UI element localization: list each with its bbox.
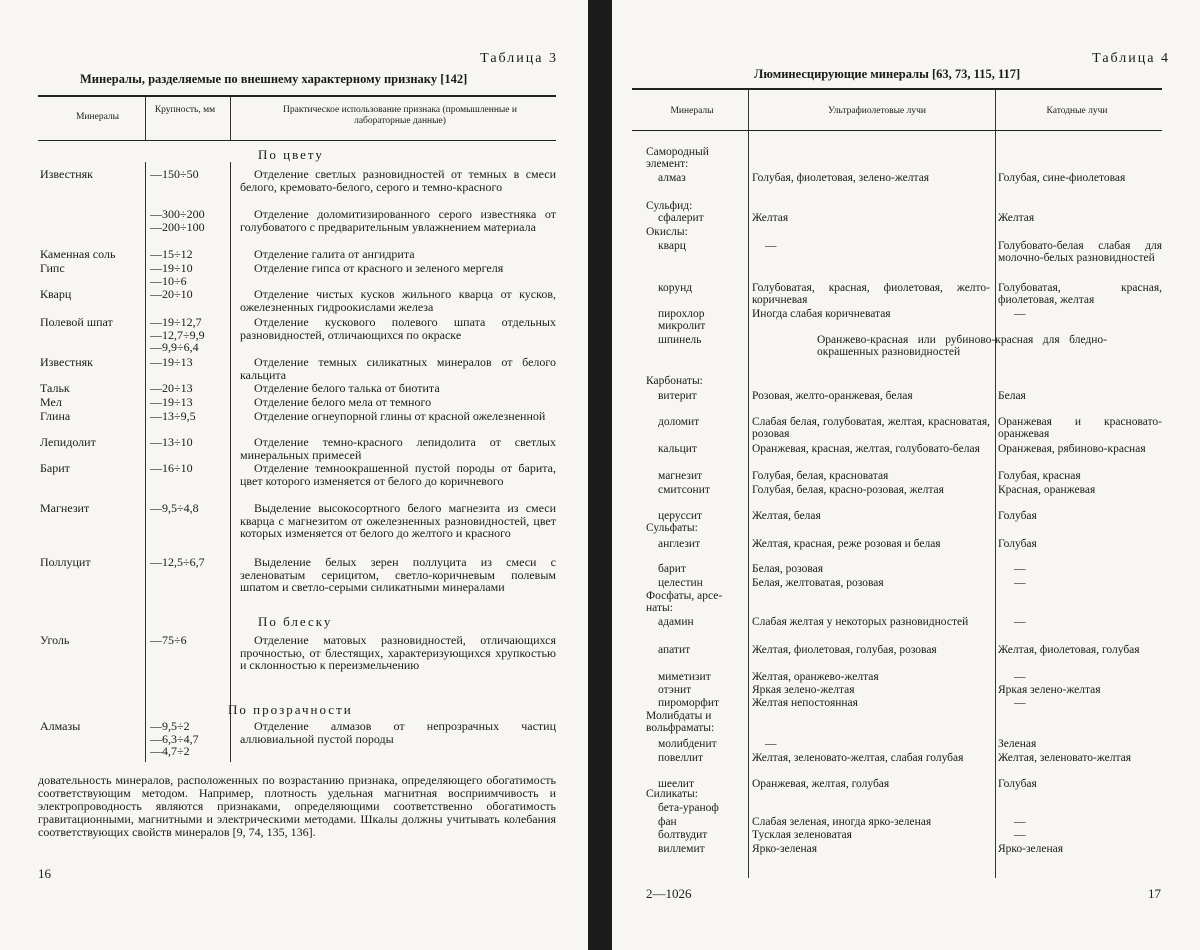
- uv-luminescence: Тусклая зеленоватая: [752, 829, 852, 841]
- cathode-luminescence: Голубая: [998, 538, 1037, 550]
- section-luster: По блеску: [258, 614, 333, 629]
- uv-luminescence: Голубоватая, красная, фиолетовая, желто-коричневая: [752, 282, 990, 306]
- size-range: —4,7÷2: [150, 744, 190, 758]
- mineral-name: Кварц: [40, 287, 72, 301]
- uv-luminescence: Розовая, желто-оранжевая, белая: [752, 390, 913, 402]
- header-minerals: Минералы: [75, 112, 119, 122]
- mineral-name: пирохлор: [658, 308, 705, 320]
- table-number: Таблица 3: [480, 51, 558, 66]
- usage-description: Отделение огнеупорной глины от красной ожелезненной: [254, 409, 546, 423]
- usage-description: Отделение алмазов от непрозрачных частиц аллювиальной пустой породы: [240, 719, 556, 746]
- dash: —: [765, 240, 777, 252]
- mineral-name: целестин: [658, 577, 703, 589]
- uv-luminescence: Голубая, фиолетовая, зелено-желтая: [752, 172, 930, 184]
- dash: —: [1014, 563, 1026, 575]
- mineral-name: англезит: [658, 538, 701, 550]
- uv-luminescence: Оранжевая, красная, желтая, голубовато-белая: [752, 443, 980, 455]
- cathode-luminescence: Яркая зелено-желтая: [998, 684, 1101, 696]
- header-size: Крупность, мм: [154, 105, 216, 115]
- size-range: —13÷10: [150, 435, 193, 449]
- dash: —: [1014, 671, 1026, 683]
- size-range: —200÷100: [150, 219, 205, 234]
- mineral-name: Известняк: [40, 167, 93, 181]
- body-paragraph: довательность минералов, расположенных по возрастанию признака, определяющего обогатимость соответствующим методом. Например, плотность удельная магнитная восприимчивость и электропроводность являются признаками, определяющими соответственно обогатимость гравитационными, магнитными и электрическими методами. Шкалы должны учитывать колебания соответствующих свойств минералов [9, 74, 135, 136].: [38, 773, 556, 839]
- size-range: —13÷9,5: [150, 409, 196, 423]
- group-heading: Карбонаты:: [646, 375, 703, 387]
- mineral-name: Уголь: [40, 633, 70, 647]
- mineral-name: церуссит: [658, 510, 702, 522]
- size-range: —150÷50: [150, 167, 199, 181]
- cathode-luminescence: Желтая, фиолетовая, голубая: [998, 644, 1140, 656]
- dash: —: [1014, 697, 1026, 709]
- mineral-name: сфалерит: [658, 212, 704, 224]
- mineral-name: алмаз: [658, 172, 686, 184]
- mineral-name: миметизит: [658, 671, 711, 683]
- col-divider: [230, 97, 231, 140]
- uv-luminescence: Желтая, оранжево-желтая: [752, 671, 879, 683]
- header-uv: Ультрафиолетовые лучи: [827, 106, 926, 116]
- mineral-name: Барит: [40, 461, 70, 475]
- mineral-name: магнезит: [658, 470, 703, 482]
- group-heading: Молибдаты и: [646, 710, 712, 722]
- uv-luminescence: Слабая белая, голубоватая, желтая, красноватая, розовая: [752, 416, 990, 440]
- group-heading: Силикаты:: [646, 788, 698, 800]
- col-divider: [230, 162, 231, 762]
- size-range: —10÷6: [150, 273, 187, 288]
- header-minerals: Минералы: [670, 106, 714, 116]
- dash: —: [1014, 577, 1026, 589]
- size-range: —19÷13: [150, 355, 193, 369]
- uv-luminescence: Слабая зеленая, иногда ярко-зеленая: [752, 816, 932, 828]
- col-divider: [145, 97, 146, 140]
- page-number: 16: [38, 866, 51, 881]
- size-range: —300÷200: [150, 207, 205, 221]
- size-range: —19÷10: [150, 261, 193, 275]
- header-rule: [632, 130, 1162, 131]
- uv-luminescence: Слабая желтая у некоторых разновидностей: [752, 616, 969, 628]
- cathode-luminescence: Голубовато-белая слабая для молочно-белых разновидностей: [998, 240, 1162, 264]
- mineral-name: смитсонит: [658, 484, 710, 496]
- col-divider: [145, 162, 146, 762]
- mineral-name: Магнезит: [40, 501, 90, 515]
- mineral-name: барит: [658, 563, 686, 575]
- uv-luminescence: Иногда слабая коричневатая: [752, 308, 891, 320]
- size-range: —6,3÷4,7: [150, 731, 199, 746]
- usage-description: Отделение матовых разновидностей, отличающихся прочностью, от блестящих, характеризующихся хрупкостью и склонностью к переизмельчению: [240, 633, 556, 672]
- group-heading: Самородный: [646, 146, 709, 158]
- uv-luminescence: Ярко-зеленая: [752, 843, 818, 855]
- mineral-name: пироморфит: [658, 697, 719, 709]
- usage-description: Отделение светлых разновидностей от темных в смеси белого, кремовато-белого, серого и темно-красного: [240, 167, 556, 194]
- mineral-name: фан: [658, 816, 677, 828]
- group-heading: Окислы:: [646, 226, 688, 238]
- mineral-name: кварц: [658, 240, 686, 252]
- dash: —: [765, 738, 777, 750]
- uv-luminescence: Яркая зелено-желтая: [752, 684, 855, 696]
- size-range: —9,5÷2: [150, 719, 190, 733]
- uv-luminescence: Желтая, зеленовато-желтая, слабая голубая: [752, 752, 964, 764]
- uv-luminescence: Голубая, белая, красноватая: [752, 470, 889, 482]
- cathode-luminescence: Оранжевая и красновато-оранжевая: [998, 416, 1162, 440]
- uv-luminescence: Оранжевая, желтая, голубая: [752, 778, 890, 790]
- uv-luminescence: Голубая, белая, красно-розовая, желтая: [752, 484, 944, 496]
- group-heading: Фосфаты, арсе-: [646, 590, 723, 602]
- usage-description: Отделение кускового полевого шпата отдельных разновидностей, отличающихся по окраске: [240, 315, 556, 342]
- mineral-name: повеллит: [658, 752, 704, 764]
- mineral-name: доломит: [658, 416, 700, 428]
- group-heading: вольфраматы:: [646, 722, 715, 734]
- uv-luminescence: Желтая, фиолетовая, голубая, розовая: [752, 644, 937, 656]
- mineral-name: адамин: [658, 616, 694, 628]
- mineral-name: Глина: [40, 409, 71, 423]
- mineral-name: Каменная соль: [40, 247, 116, 261]
- size-range: —16÷10: [150, 461, 193, 475]
- section-color: По цвету: [258, 147, 324, 162]
- table-title: Люминесцирующие минералы [63, 73, 115, 117]: [754, 67, 1021, 81]
- mineral-name: апатит: [658, 644, 691, 656]
- size-range: —15÷12: [150, 247, 193, 261]
- size-range: —12,5÷6,7: [150, 555, 205, 569]
- group-heading: элемент:: [646, 158, 689, 170]
- size-range: —19÷12,7: [150, 315, 202, 329]
- usage-description: Выделение высокосортного белого магнезита из смеси кварца с магнезитом от ожелезненных разновидностей, цвет которых изменяется от белого до желтого и красного: [240, 501, 556, 540]
- header-rule: [38, 140, 556, 141]
- mineral-name: шпинель: [658, 334, 702, 346]
- uv-luminescence: Желтая: [752, 212, 789, 224]
- table-number: Таблица 4: [1092, 51, 1170, 66]
- table-top-rule: [38, 95, 556, 97]
- cathode-luminescence: Ярко-зеленая: [998, 843, 1064, 855]
- mineral-name: бета-ураноф: [658, 802, 719, 814]
- mineral-name: Мел: [40, 395, 62, 409]
- size-range: —9,9÷6,4: [150, 340, 199, 354]
- cathode-luminescence: Голубая: [998, 510, 1037, 522]
- group-heading: Сульфид:: [646, 200, 693, 212]
- mineral-name: витерит: [658, 390, 697, 402]
- mineral-name: болтвудит: [658, 829, 708, 841]
- mineral-name: Тальк: [40, 381, 70, 395]
- mineral-name: молибденит: [658, 738, 717, 750]
- usage-description: Выделение белых зерен поллуцита из смеси с зеленоватым серицитом, светло-коричневым полевым шпатом и светло-серыми силикатными минералами: [240, 555, 556, 594]
- mineral-name: Известняк: [40, 355, 93, 369]
- group-heading: Сульфаты:: [646, 522, 698, 534]
- col-divider: [748, 90, 749, 878]
- signature-mark: 2—1026: [646, 886, 692, 901]
- header-usage: Практическое использование признака (промышленные и лабораторные данные): [283, 105, 517, 126]
- table-title: Минералы, разделяемые по внешнему характерному признаку [142]: [80, 72, 468, 86]
- mineral-name: отэнит: [658, 684, 692, 696]
- section-transparency: По прозрачности: [228, 702, 353, 717]
- mineral-name: кальцит: [658, 443, 697, 455]
- uv-luminescence: Оранжево-красная или рубиново-красная для бледно-окрашенных разновидностей: [817, 334, 1107, 358]
- page-number: 17: [1148, 886, 1161, 901]
- size-range: —12,7÷9,9: [150, 327, 205, 342]
- mineral-name: виллемит: [658, 843, 705, 855]
- uv-luminescence: Желтая, красная, реже розовая и белая: [752, 538, 941, 550]
- cathode-luminescence: Зеленая: [998, 738, 1037, 750]
- mineral-name: шеелит: [658, 778, 694, 790]
- table-top-rule: [632, 88, 1162, 90]
- header-cathode: Катодные лучи: [1046, 106, 1108, 116]
- usage-description: Отделение галита от ангидрита: [254, 247, 415, 261]
- uv-luminescence: Желтая, белая: [752, 510, 821, 522]
- cathode-luminescence: Голубоватая, красная, фиолетовая, желтая: [998, 282, 1162, 306]
- usage-description: Отделение гипса от красного и зеленого мергеля: [254, 261, 504, 275]
- right-page: [612, 0, 1200, 950]
- book-gutter: [588, 0, 612, 950]
- dash: —: [1014, 308, 1026, 320]
- size-range: —20÷10: [150, 287, 193, 301]
- dash: —: [1014, 829, 1026, 841]
- mineral-name: Гипс: [40, 261, 65, 275]
- size-range: —20÷13: [150, 381, 193, 395]
- uv-luminescence: Желтая непостоянная: [752, 697, 858, 709]
- mineral-name: Полевой шпат: [40, 315, 113, 329]
- usage-description: Отделение чистых кусков жильного кварца от кусков, ожелезненных гидроокислами железа: [240, 287, 556, 314]
- cathode-luminescence: Красная, оранжевая: [998, 484, 1096, 496]
- cathode-luminescence: Желтая, зеленовато-желтая: [998, 752, 1132, 764]
- usage-description: Отделение темно-красного лепидолита от светлых минеральных примесей: [240, 435, 556, 462]
- mineral-name: Лепидолит: [40, 435, 96, 449]
- cathode-luminescence: Голубая: [998, 778, 1037, 790]
- size-range: —9,5÷4,8: [150, 501, 199, 515]
- size-range: —75÷6: [150, 633, 187, 647]
- size-range: —19÷13: [150, 395, 193, 409]
- usage-description: Отделение белого талька от биотита: [254, 381, 440, 395]
- usage-description: Отделение темноокрашенной пустой породы от барита, цвет которого изменяется от белого до коричневого: [240, 461, 556, 488]
- mineral-name: Поллуцит: [40, 555, 91, 569]
- uv-luminescence: Белая, желтоватая, розовая: [752, 577, 884, 589]
- cathode-luminescence: Белая: [998, 390, 1026, 402]
- mineral-name: Алмазы: [40, 719, 81, 733]
- mineral-name: микролит: [658, 320, 706, 332]
- cathode-luminescence: Голубая, сине-фиолетовая: [998, 172, 1126, 184]
- cathode-luminescence: Оранжевая, рябиново-красная: [998, 443, 1146, 455]
- left-page: [0, 0, 588, 950]
- dash: —: [1014, 616, 1026, 628]
- uv-luminescence: Белая, розовая: [752, 563, 823, 575]
- col-divider: [995, 90, 996, 878]
- group-heading: наты:: [646, 602, 673, 614]
- usage-description: Отделение темных силикатных минералов от белого кальцита: [240, 355, 556, 382]
- cathode-luminescence: Желтая: [998, 212, 1035, 224]
- usage-description: Отделение доломитизированного серого известняка от голубоватого с предварительным увлажнением материала: [240, 207, 556, 234]
- mineral-name: корунд: [658, 282, 693, 294]
- dash: —: [1014, 816, 1026, 828]
- usage-description: Отделение белого мела от темного: [254, 395, 432, 409]
- cathode-luminescence: Голубая, красная: [998, 470, 1081, 482]
